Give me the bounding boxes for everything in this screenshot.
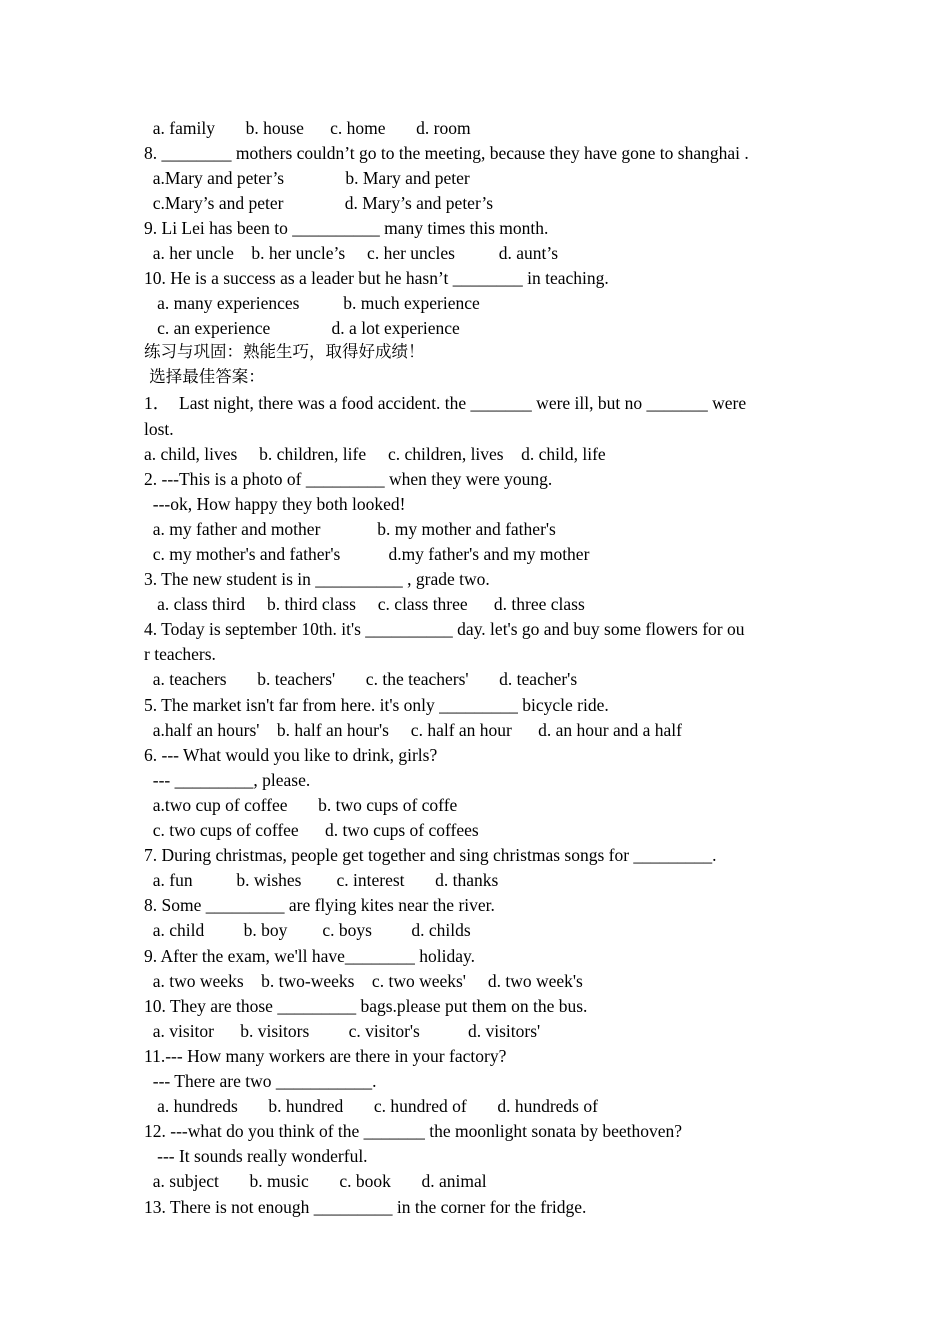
text-line: 3. The new student is in __________ , grade two. [144,569,490,589]
text-line: c. two cups of coffee d. two cups of coffees [144,820,479,840]
text-line: a. her uncle b. her uncle’s c. her uncles d. aunt’s [144,243,559,263]
text-line: a.Mary and peter’s b. Mary and peter [144,168,470,188]
text-line: 2. ---This is a photo of _________ when they were young. [144,469,553,489]
text-line: a. child b. boy c. boys d. childs [144,920,471,940]
text-line: a. two weeks b. two-weeks c. two weeks' d. two week's [144,971,583,991]
text-line: c. an experience d. a lot experience [144,318,460,338]
text-line: 1． Last night, there was a food accident. the _______ were ill, but no _______ were [144,393,747,413]
text-line: --- There are two ___________. [144,1071,377,1091]
text-line: --- It sounds really wonderful. [144,1146,368,1166]
text-line: a. many experiences b. much experience [144,293,480,313]
text-line: a. family b. house c. home d. room [144,118,471,138]
text-line: a. class third b. third class c. class three d. three class [144,594,585,614]
text-line: a. my father and mother b. my mother and father's [144,519,556,539]
text-line: a. child, lives b. children, life c. children, lives d. child, life [144,444,606,464]
text-line: 9. Li Lei has been to __________ many times this month. [144,218,549,238]
text-line: lost. [144,419,174,439]
text-line: 8. Some _________ are flying kites near the river. [144,895,495,915]
text-line: 8. ________ mothers couldn’t go to the meeting, because they have gone to shanghai . [144,143,749,163]
text-line: a. teachers b. teachers' c. the teachers' d. teacher's [144,669,578,689]
text-line: 13. There is not enough _________ in the corner for the fridge. [144,1197,587,1217]
text-line: 9. After the exam, we'll have________ holiday. [144,946,476,966]
text-line: r teachers. [144,644,216,664]
text-line: a. fun b. wishes c. interest d. thanks [144,870,499,890]
text-line: 6. --- What would you like to drink, girls? [144,745,438,765]
text-line: 11.--- How many workers are there in your factory? [144,1046,507,1066]
text-line: a. visitor b. visitors c. visitor's d. visitors' [144,1021,541,1041]
text-line: 12. ---what do you think of the _______ the moonlight sonata by beethoven? [144,1121,683,1141]
text-line: --- _________, please. [144,770,311,790]
text-line: a. hundreds b. hundred c. hundred of d. hundreds of [144,1096,598,1116]
text-line: c.Mary’s and peter d. Mary’s and peter’s [144,193,494,213]
text-line: 7. During christmas, people get together and sing christmas songs for _________. [144,845,717,865]
text-line: c. my mother's and father's d.my father's and my mother [144,544,590,564]
text-line: 4. Today is september 10th. it's __________ day. let's go and buy some flowers for ou [144,619,745,639]
text-line: 10. They are those _________ bags.please put them on the bus. [144,996,588,1016]
text-line: ---ok, How happy they both looked! [144,494,406,514]
text-line: a. subject b. music c. book d. animal [144,1171,487,1191]
section-instruction: 选择最佳答案： [144,367,265,386]
text-line: 10. He is a success as a leader but he hasn’t ________ in teaching. [144,268,609,288]
section-heading: 练习与巩固：熟能生巧，取得好成绩！ [144,342,425,361]
text-line: 5. The market isn't far from here. it's only _________ bicycle ride. [144,695,609,715]
text-line: a.half an hours' b. half an hour's c. half an hour d. an hour and a half [144,720,682,740]
text-line: a.two cup of coffee b. two cups of coffe [144,795,458,815]
